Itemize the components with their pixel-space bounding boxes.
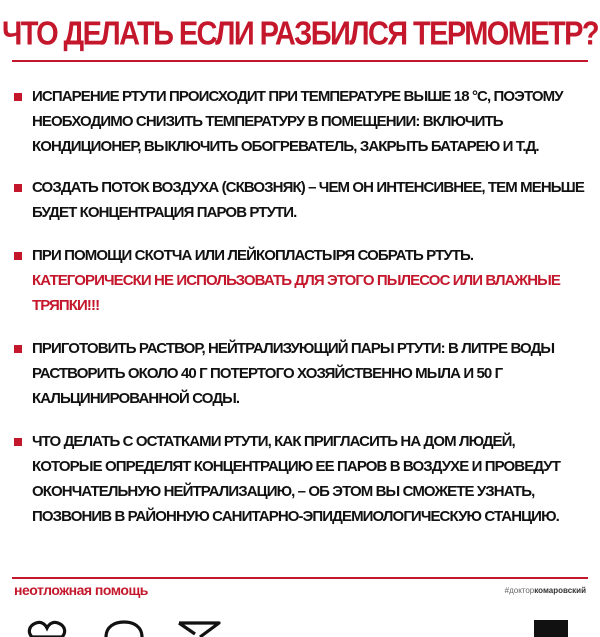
list-item xyxy=(14,243,586,318)
item-text: ПРИ ПОМОЩИ СКОТЧА ИЛИ ЛЕЙКОПЛАСТЫРЯ СОБРАТЬ РТУТЬ. xyxy=(32,247,474,264)
heart-icon[interactable] xyxy=(26,620,68,637)
item-text: СОЗДАТЬ ПОТОК ВОЗДУХА (СКВОЗНЯК) – ЧЕМ ОН ИНТЕНСИВНЕЕ, ТЕМ МЕНЬШЕ БУДЕТ КОНЦЕНТРАЦИЯ ПАРОВ РТУТИ. xyxy=(32,179,584,221)
action-bar xyxy=(0,620,600,637)
hashtag-prefix: #доктор xyxy=(504,586,535,595)
hashtag-name: комаровский xyxy=(534,586,586,595)
square-bullet-icon xyxy=(14,184,22,192)
footer-label: неотложная помощь xyxy=(14,582,148,598)
page-title: ЧТО ДЕЛАТЬ ЕСЛИ РАЗБИЛСЯ ТЕРМОМЕТР? xyxy=(1,15,599,53)
title-divider xyxy=(12,60,588,62)
square-bullet-icon xyxy=(14,93,22,101)
warning-text: КАТЕГОРИЧЕСКИ НЕ ИСПОЛЬЗОВАТЬ ДЛЯ ЭТОГО ПЫЛЕСОС ИЛИ ВЛАЖНЫЕ ТРЯПКИ!!! xyxy=(32,272,561,314)
list-item xyxy=(14,175,586,225)
footer-divider xyxy=(12,577,588,579)
footer-hashtag[interactable] xyxy=(505,586,586,595)
square-bullet-icon xyxy=(14,252,22,260)
list-item xyxy=(14,429,586,529)
square-bullet-icon xyxy=(14,345,22,353)
square-bullet-icon xyxy=(14,438,22,446)
list-item xyxy=(14,336,586,411)
comment-icon[interactable] xyxy=(102,620,146,637)
list-item xyxy=(14,84,586,159)
item-text: ЧТО ДЕЛАТЬ С ОСТАТКАМИ РТУТИ, КАК ПРИГЛАСИТЬ НА ДОМ ЛЮДЕЙ, КОТОРЫЕ ОПРЕДЕЛЯТ КОНЦЕНТРАЦИЮ ЕЕ ПАРОВ В ВОЗДУХЕ И ПРОВЕДУТ ОКОНЧАТЕЛЬНУЮ НЕЙТРАЛИЗАЦИЮ, – ОБ ЭТОМ ВЫ СМОЖЕТЕ УЗНАТЬ, ПОЗВОНИВ В РАЙОННУЮ САНИТАРНО-ЭПИДЕМИОЛОГИЧЕСКУЮ СТАНЦИЮ. xyxy=(32,433,561,525)
item-text: ИСПАРЕНИЕ РТУТИ ПРОИСХОДИТ ПРИ ТЕМПЕРАТУРЕ ВЫШЕ 18 °С, ПОЭТОМУ НЕОБХОДИМО СНИЗИТЬ ТЕМПЕРАТУРУ В ПОМЕЩЕНИИ: ВКЛЮЧИТЬ КОНДИЦИОНЕР, ВЫКЛЮЧИТЬ ОБОГРЕВАТЕЛЬ, ЗАКРЫТЬ БАТАРЕЮ И Т.Д. xyxy=(32,88,563,155)
bookmark-icon[interactable] xyxy=(534,620,568,637)
item-text: ПРИГОТОВИТЬ РАСТВОР, НЕЙТРАЛИЗУЮЩИЙ ПАРЫ РТУТИ: В ЛИТРЕ ВОДЫ РАСТВОРИТЬ ОКОЛО 40 Г ПОТЕРТОГО ХОЗЯЙСТВЕННО МЫЛА И 50 Г КАЛЬЦИНИРОВАННОЙ СОДЫ. xyxy=(32,340,555,407)
share-icon[interactable] xyxy=(176,620,222,637)
instructions-list xyxy=(14,84,586,529)
